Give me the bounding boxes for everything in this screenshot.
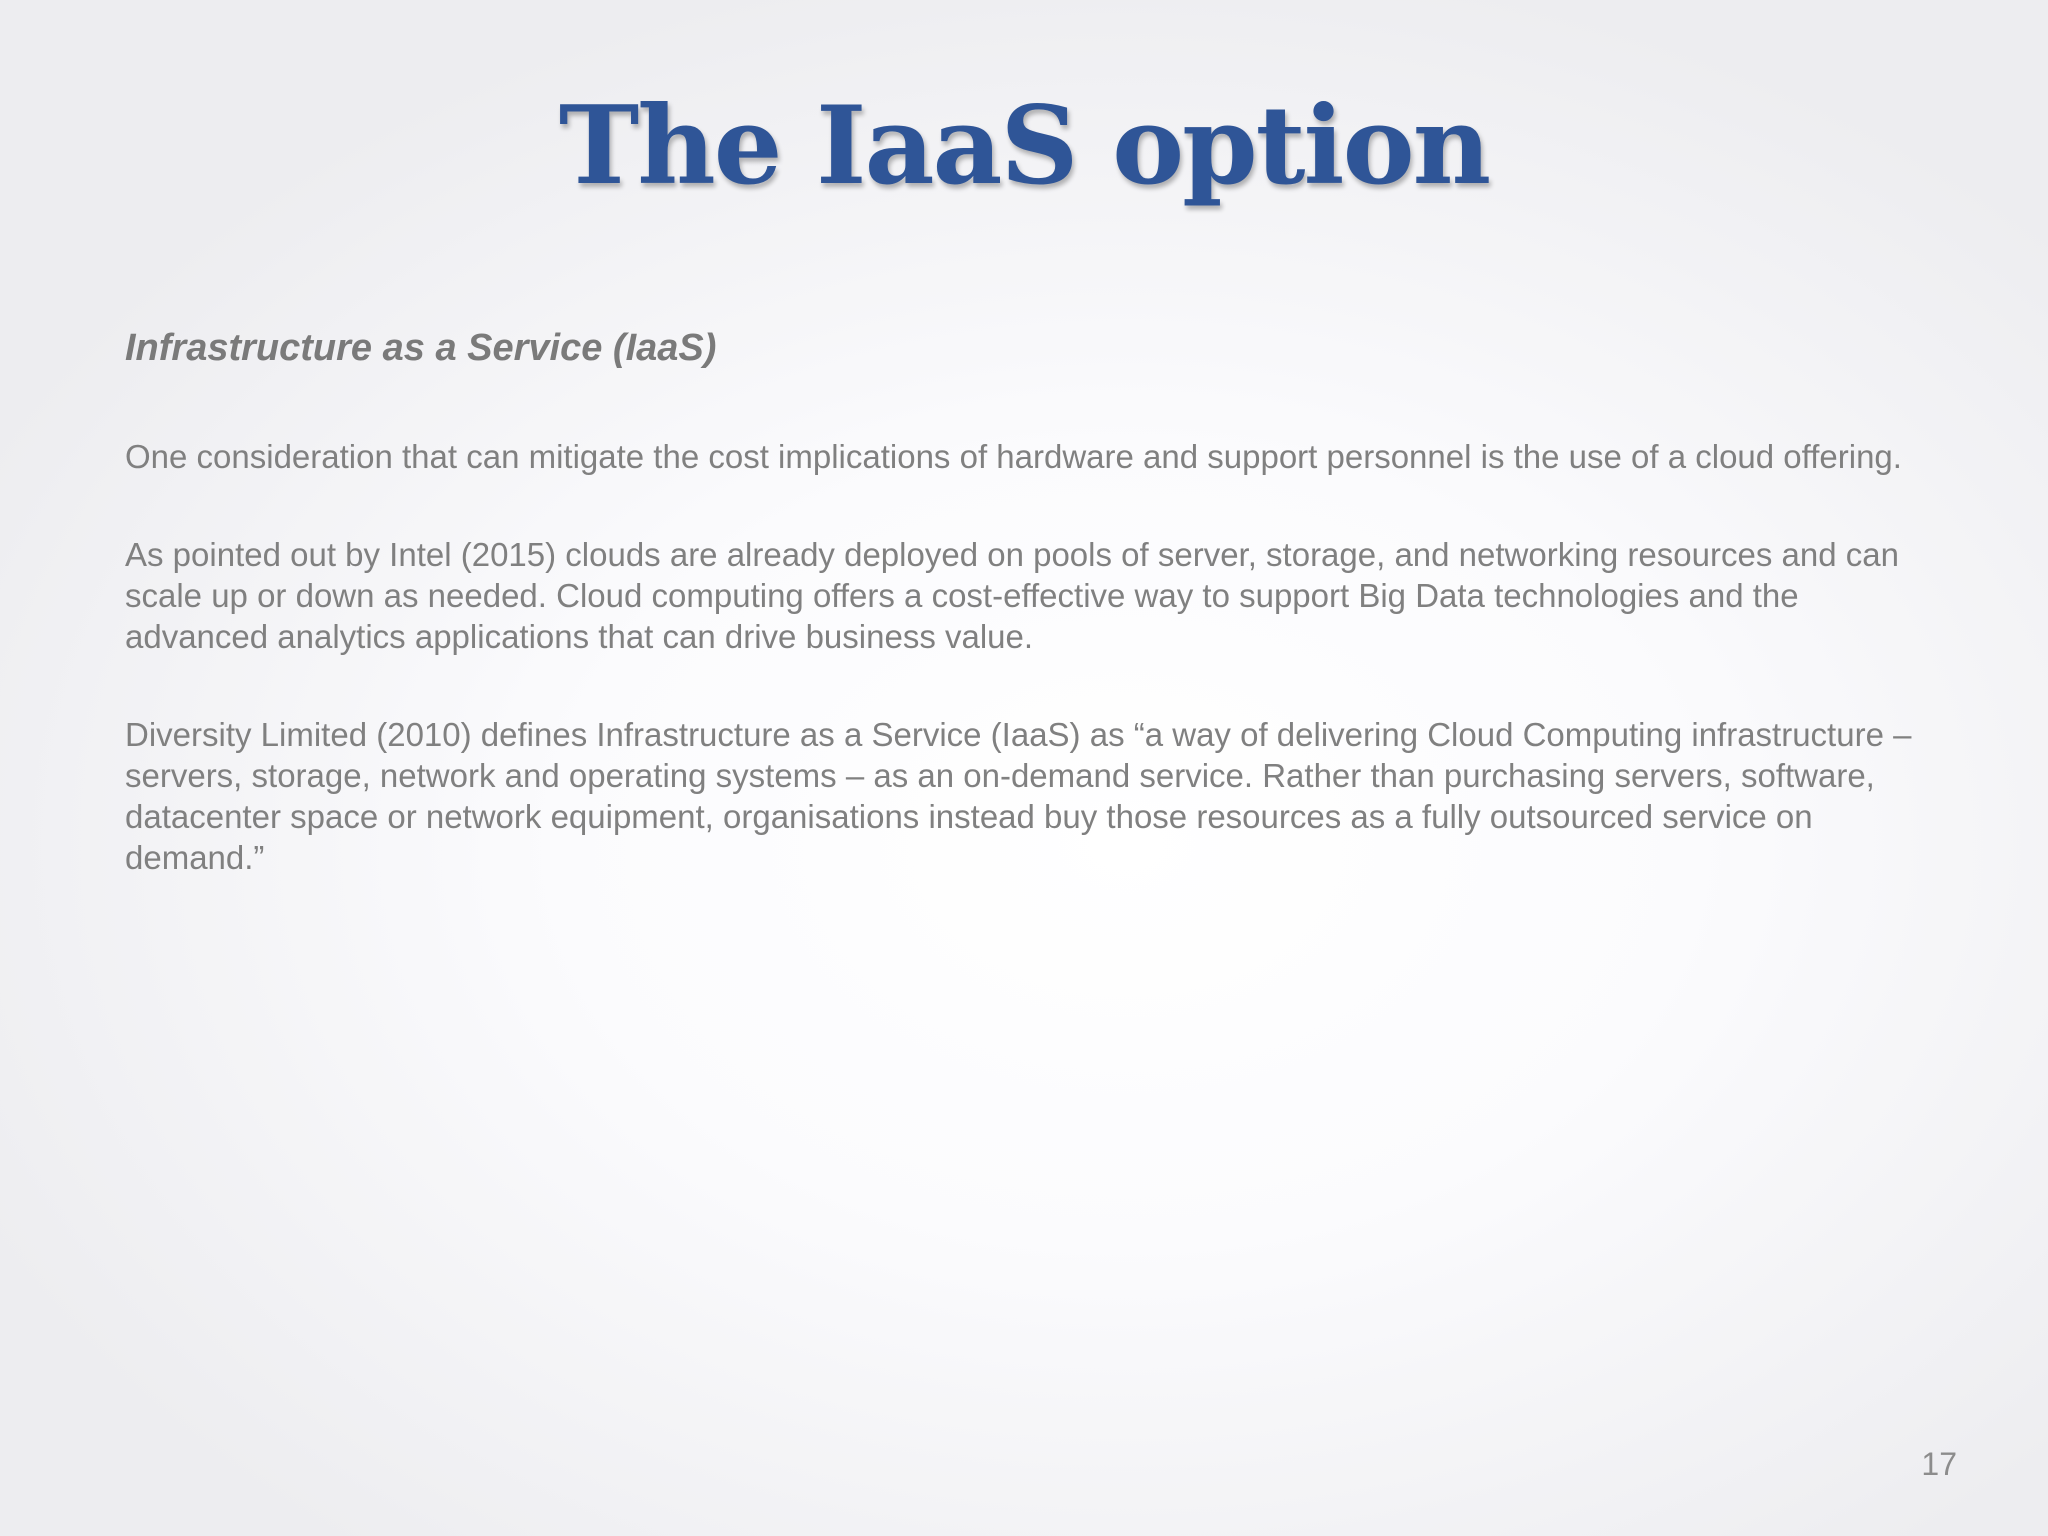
body-paragraph-3: Diversity Limited (2010) defines Infrastructure as a Service (IaaS) as “a way of delivering Cloud Computing infrastructure – servers, storage, network and operating systems – as an on-demand service. Rather than purchasing servers, software, datacenter space or network equipment, organisations instead buy those resources as a fully outsourced service on demand.” [125,715,1912,876]
slide-title: The IaaS option [558,83,1490,209]
slide-page-number: 17 [1921,1446,1957,1482]
body-paragraph-1: One consideration that can mitigate the cost implications of hardware and support personnel is the use of a cloud offering. [125,437,1902,475]
slide-content [125,326,1925,935]
body-paragraph-2: As pointed out by Intel (2015) clouds are already deployed on pools of server, storage, and networking resources and can scale up or down as needed. Cloud computing offers a cost-effective way to support Big Data technologies and the advanced analytics applications that can drive business value. [125,535,1899,655]
slide-subheading: Infrastructure as a Service (IaaS) [125,327,717,369]
